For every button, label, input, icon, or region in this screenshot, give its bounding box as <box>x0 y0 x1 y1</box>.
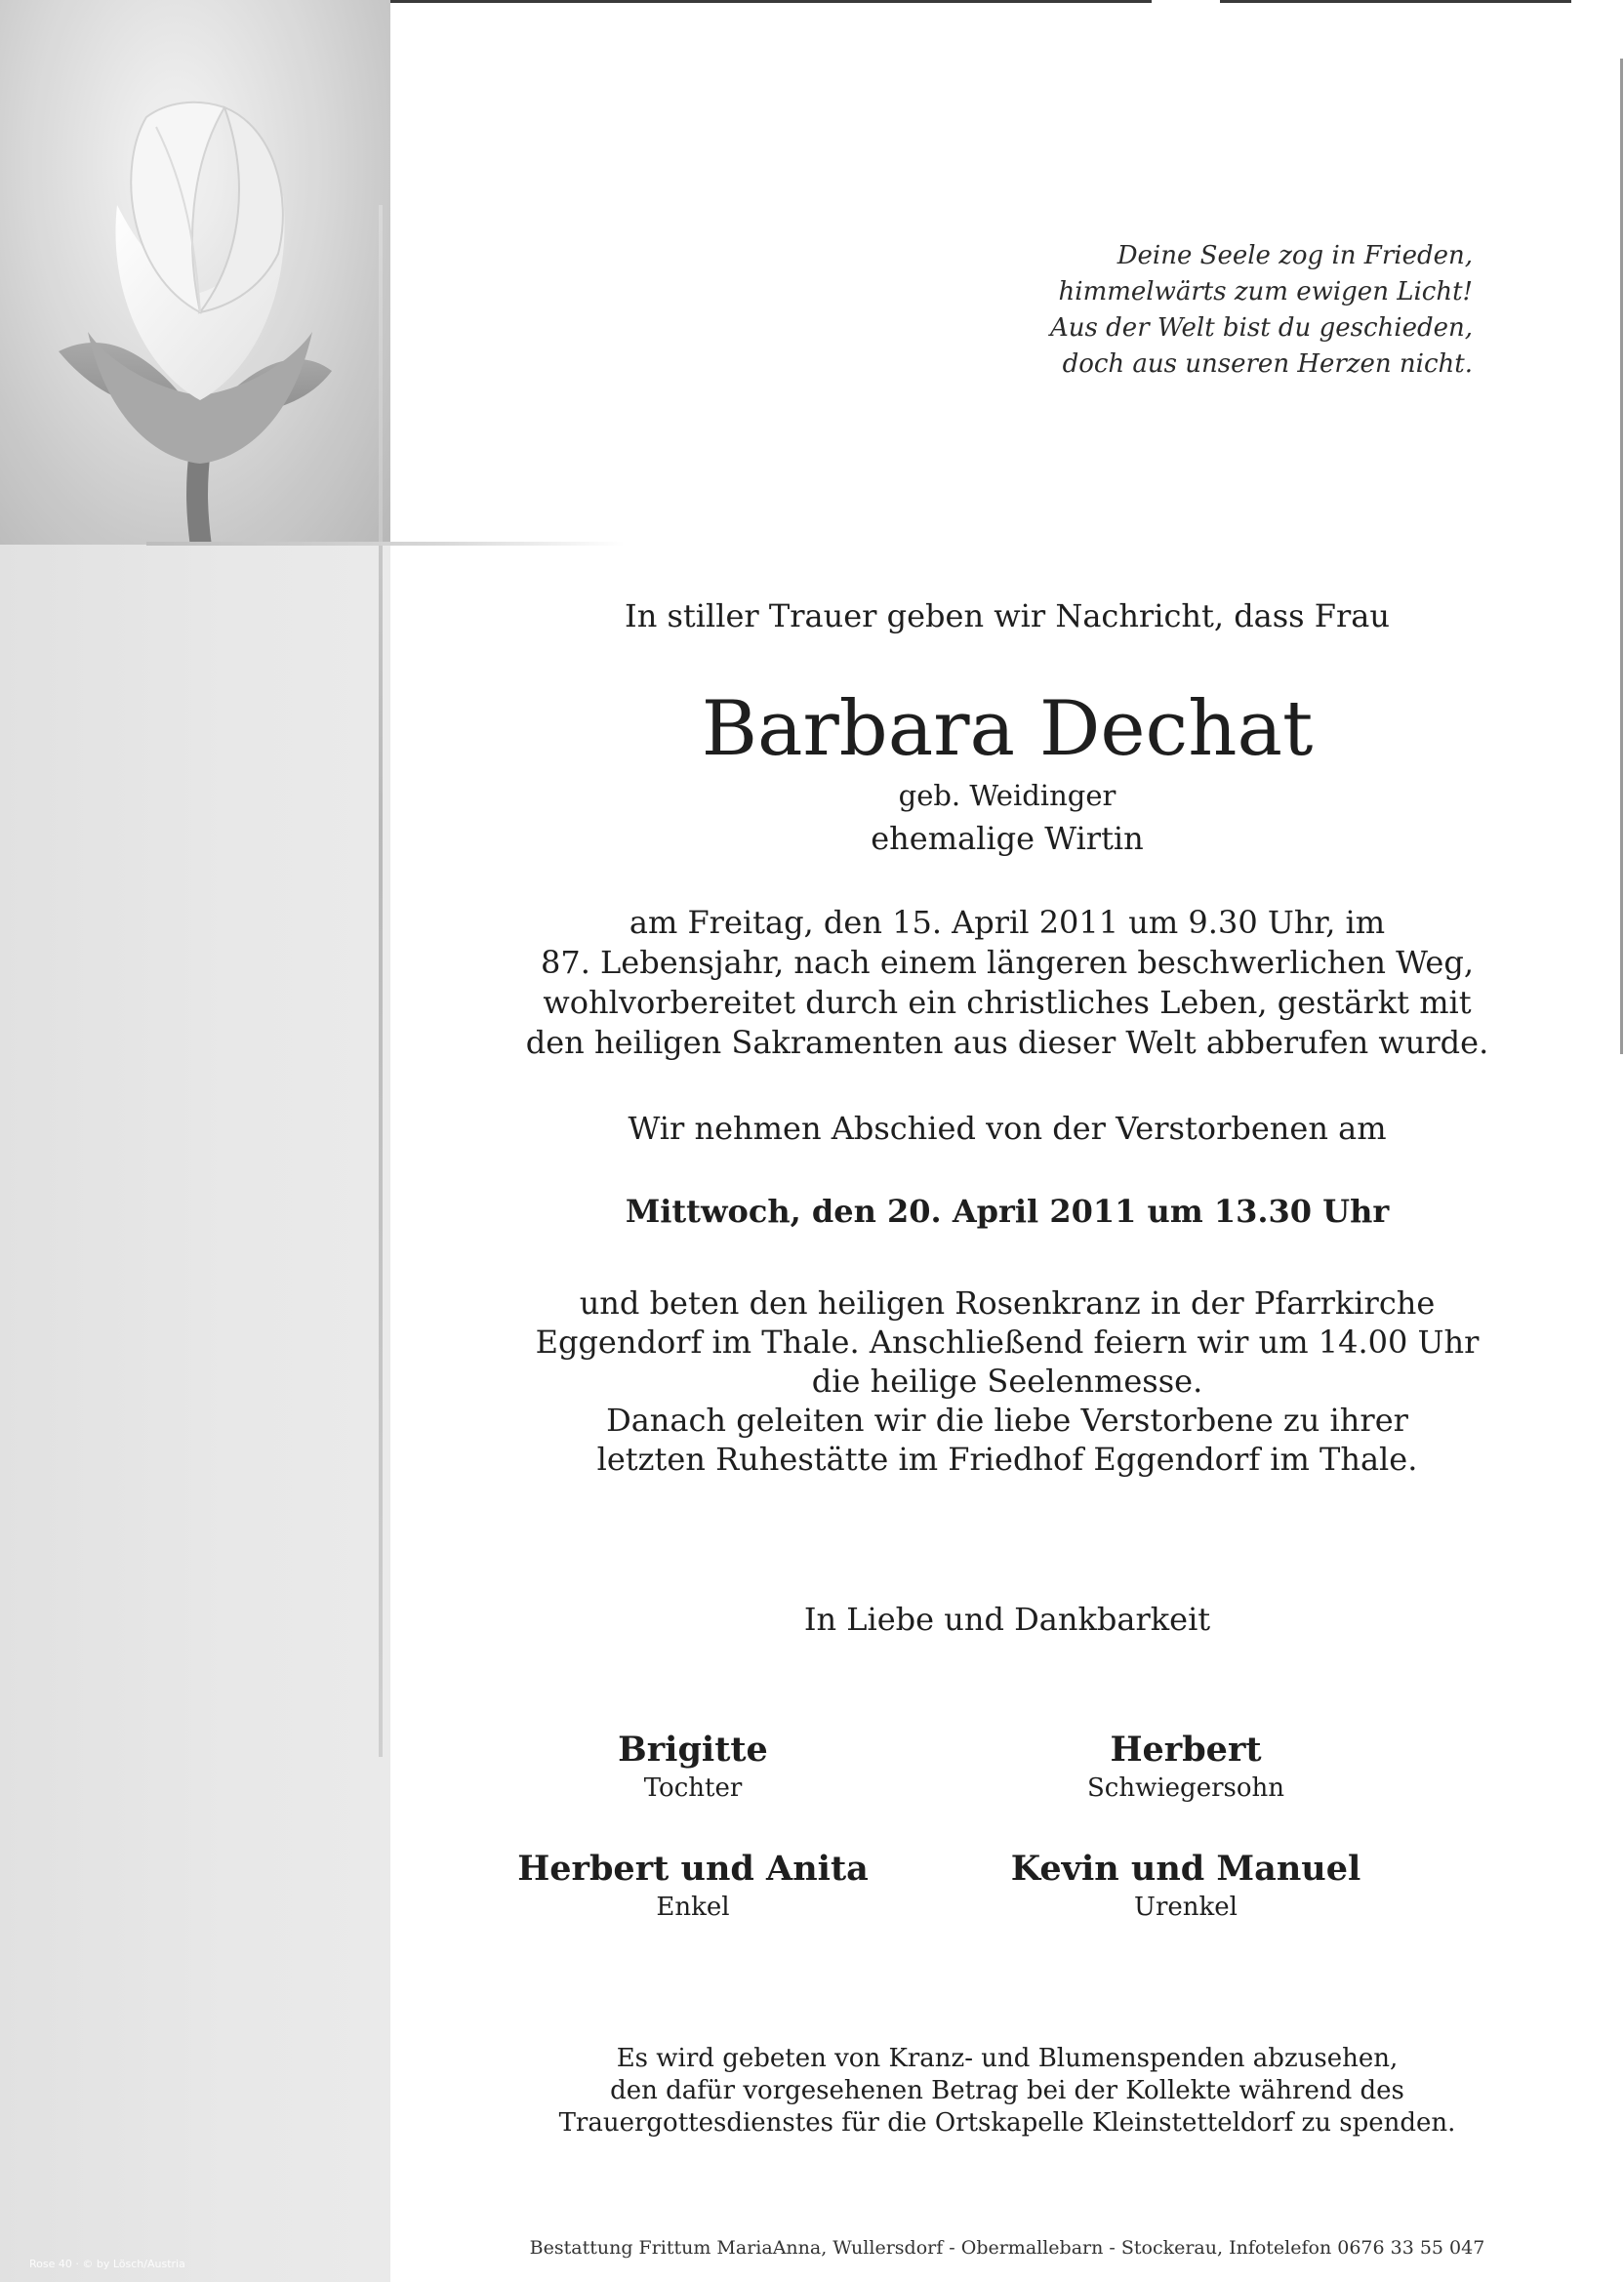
mourners-list <box>488 1730 1464 1944</box>
mourner-name: Herbert <box>1110 1730 1262 1770</box>
donation-line: den dafür vorgesehenen Betrag bei der Kollekte während des <box>610 2076 1404 2105</box>
mourner-relation: Enkel <box>656 1893 730 1922</box>
mourner-relation: Urenkel <box>1134 1893 1238 1922</box>
death-line: am Freitag, den 15. April 2011 um 9.30 Uhr, im <box>629 904 1386 941</box>
occupation: ehemalige Wirtin <box>871 820 1144 857</box>
poem-line: Deine Seele zog in Frieden, <box>1116 241 1473 270</box>
funeral-line: die heilige Seelenmesse. <box>811 1363 1203 1400</box>
donation-request <box>390 2043 1624 2139</box>
rose-image <box>0 0 390 547</box>
rose-icon <box>0 0 390 547</box>
funeral-home-footer: Bestattung Frittum MariaAnna, Wullersdorf - Obermallebarn - Stockerau, Infotelefon 0676 33 55 047 <box>529 2237 1485 2259</box>
death-line: 87. Lebensjahr, nach einem längeren beschwerlichen Weg, <box>540 944 1474 981</box>
thanks-line: In Liebe und Dankbarkeit <box>803 1601 1211 1638</box>
announcement-intro: In stiller Trauer geben wir Nachricht, dass Frau <box>625 597 1390 634</box>
death-line: den heiligen Sakramenten aus dieser Welt abberufen wurde. <box>525 1024 1489 1061</box>
decorative-side-panel <box>0 0 390 2282</box>
mourner <box>488 1849 898 1922</box>
poem-line: doch aus unseren Herzen nicht. <box>1062 349 1473 379</box>
deceased-name: Barbara Dechat <box>701 685 1314 773</box>
maiden-name: geb. Weidinger <box>898 779 1116 812</box>
funeral-date: Mittwoch, den 20. April 2011 um 13.30 Uhr <box>625 1193 1390 1230</box>
death-notice <box>390 903 1624 1063</box>
mourner-relation: Schwiegersohn <box>1086 1773 1285 1803</box>
poem-line: Aus der Welt bist du geschieden, <box>1050 313 1473 343</box>
funeral-line: Eggendorf im Thale. Anschließend feiern wir um 14.00 Uhr <box>535 1324 1480 1361</box>
mourner-name: Herbert und Anita <box>517 1849 869 1889</box>
panel-credit: Rose 40 · © by Lösch/Austria <box>29 2258 185 2270</box>
panel-edge <box>379 205 383 1757</box>
funeral-line: Danach geleiten wir die liebe Verstorbene zu ihrer <box>606 1402 1408 1439</box>
memorial-poem <box>926 238 1473 383</box>
top-rule <box>1220 0 1571 3</box>
death-line: wohlvorbereitet durch ein christliches Leben, gestärkt mit <box>543 984 1472 1021</box>
panel-strip <box>0 545 390 2282</box>
mourner <box>981 1730 1391 1803</box>
funeral-details <box>390 1284 1624 1479</box>
funeral-line: und beten den heiligen Rosenkranz in der Pfarrkirche <box>579 1284 1436 1322</box>
donation-line: Trauergottesdienstes für die Ortskapelle Kleinstetteldorf zu spenden. <box>558 2108 1456 2138</box>
mourner-relation: Tochter <box>643 1773 743 1803</box>
mourner <box>981 1849 1391 1922</box>
mourner <box>488 1730 898 1803</box>
mourner-name: Kevin und Manuel <box>1010 1849 1361 1889</box>
panel-divider <box>146 542 625 546</box>
donation-line: Es wird gebeten von Kranz- und Blumenspenden abzusehen, <box>616 2044 1399 2073</box>
mourner-name: Brigitte <box>618 1730 768 1770</box>
poem-line: himmelwärts zum ewigen Licht! <box>1058 277 1473 306</box>
top-rule <box>293 0 1152 3</box>
farewell-intro: Wir nehmen Abschied von der Verstorbenen am <box>628 1110 1387 1147</box>
funeral-line: letzten Ruhestätte im Friedhof Eggendorf im Thale. <box>596 1441 1418 1478</box>
